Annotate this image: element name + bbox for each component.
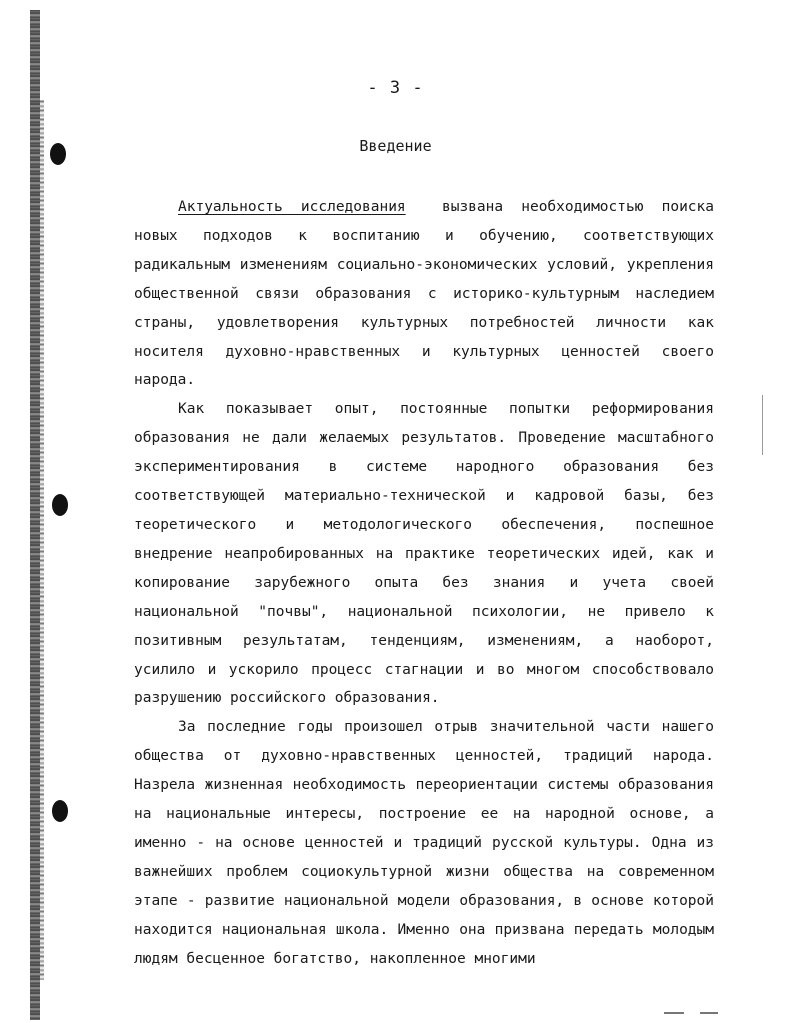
scan-bottom-dash — [664, 1012, 684, 1014]
paragraph-text: вызвана необходимостью поиска новых подходов к воспитанию и обучению, соответствующих радикальным изменениям социально-экономических условий, укрепления общественной связи образования с историко-культурным наследием страны, удовлетворения культурных потребностей личности как носителя духовно-нравственных и культурных ценностей своего народа. — [134, 199, 714, 389]
scan-edge-artifact — [30, 10, 40, 1020]
paragraph: За последние годы произошел отрыв значительной части нашего общества от духовно-нравственных ценностей, традиций народа. Назрела жизненная необходимость переориентации системы образования на национальные интересы, построение ее на народной основе, а именно - на основе ценностей и традиций русской культуры. Одна из важнейших проблем социокультурной жизни общества на современном этапе - развитие национальной модели образования, в основе которой находится национальная школа. Именно она призвана передать молодым людям бесценное богатство, накопленное многими — [134, 719, 714, 967]
scan-edge-artifact-secondary — [40, 100, 44, 980]
body-text — [134, 193, 714, 973]
punch-hole — [52, 494, 68, 516]
punch-hole — [52, 800, 68, 822]
underlined-phrase: Актуальность исследования — [178, 199, 406, 215]
page-number: - 3 - — [367, 78, 424, 98]
scan-bottom-dash — [700, 1012, 718, 1014]
scan-margin-mark — [762, 395, 763, 455]
paragraph: Как показывает опыт, постоянные попытки реформирования образования не дали желаемых результатов. Проведение масштабного экспериментирования в системе народного образования без соответствующей материально-технической и кадровой базы, без теоретического и методологического обеспечения, поспешное внедрение неапробированных на практике теоретических идей, как и копирование зарубежного опыта без знания и учета своей национальной "почвы", национальной психологии, не привело к позитивным результатам, тенденциям, изменениям, а наоборот, усилило и ускорило процесс стагнации и во многом способствовало разрушению российского образования. — [134, 401, 714, 707]
section-heading: Введение — [359, 137, 432, 155]
paragraph — [134, 193, 714, 395]
